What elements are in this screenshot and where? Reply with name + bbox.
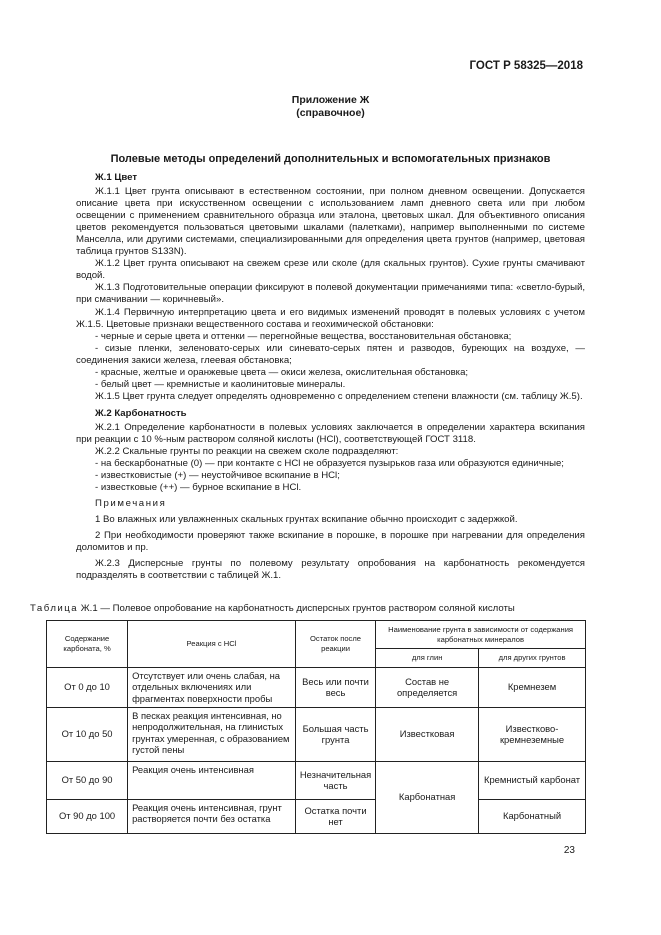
list-item: - красные, желтые и оранжевые цвета — окиси железа, окислительная обстановка; [95, 366, 469, 378]
cell-other: Кремнистый карбонат [479, 761, 586, 799]
cell-clays-merged: Карбонатная [376, 761, 479, 833]
header-content: Содержание карбоната, % [47, 621, 128, 668]
paragraph: Ж.2.2 Скальные грунты по реакции на свежем сколе подразделяют: [95, 446, 399, 458]
appendix-heading [0, 94, 661, 120]
note: 2 При необходимости проверяют также вскипание в порошке, в порошке при нагревании для определения доломитов и пр. [76, 530, 585, 554]
table-row [47, 799, 586, 833]
paragraph: Ж.1.1 Цвет грунта описывают в естественном состоянии, при полном дневном освещении. Допускается описание цвета при искусственном освещении с использованием ламп дневного света или при любом освещении с применением сравнительного образца или эталона, цветовых шкал. Для объективного описания цветов рекомендуется пользоваться цветовыми шкалами (палетками), например выполненными по системе Манселла, или другими системами, специализированными для определения цвета грунтов (например, цветовая таблица грунтов S133N). [76, 186, 585, 258]
cell-clays: Известковая [376, 707, 479, 761]
document-id: ГОСТ Р 58325—2018 [469, 60, 583, 72]
list-item: - белый цвет — кремнистые и каолинитовые минералы. [95, 378, 346, 390]
cell-other: Карбонатный [479, 799, 586, 833]
note: 1 Во влажных или увлажненных скальных грунтах вскипание обычно происходит с задержкой. [95, 514, 518, 526]
cell-residue: Весь или почти весь [295, 667, 375, 707]
notes-label: Примечания [95, 498, 167, 510]
cell-reaction: Реакция очень интенсивная [128, 761, 296, 799]
cell-other: Известково-кремнеземные [479, 707, 586, 761]
paragraph: Ж.1.5 Цвет грунта следует определять одновременно с определением степени влажности (см. таблицу Ж.5). [95, 390, 583, 402]
table-row [47, 707, 586, 761]
cell-residue: Незначительная часть [295, 761, 375, 799]
paragraph: Ж.1.2 Цвет грунта описывают на свежем срезе или сколе (для скальных грунтов). Сухие грунты смачивают водой. [76, 258, 585, 282]
list-item: - черные и серые цвета и оттенки — перегнойные вещества, восстановительная обстановка; [95, 330, 512, 342]
cell-clays: Состав не определяется [376, 667, 479, 707]
table-row [47, 761, 586, 799]
cell-reaction: В песках реакция интенсивная, но непродолжительная, на глинистых грунтах умеренная, с образованием густой пены [128, 707, 296, 761]
list-item: - на бескарбонатные (0) — при контакте с HCl не образуется пузырьков газа или образуются единичные; [95, 458, 564, 470]
header-other: для других грунтов [479, 649, 586, 668]
cell-content: От 10 до 50 [47, 707, 128, 761]
appendix-title: Приложение Ж [291, 94, 370, 106]
appendix-subtitle: (справочное) [296, 107, 365, 119]
header-name-group: Наименование грунта в зависимости от содержания карбонатных минералов [376, 621, 586, 649]
paragraph: Ж.2.3 Дисперсные грунты по полевому результату опробования на карбонатность рекомендуется подразделять в соответствии с таблицей Ж.1. [76, 558, 585, 582]
list-item: - известковые (++) — бурное вскипание в HCl. [95, 482, 302, 494]
cell-content: От 90 до 100 [47, 799, 128, 833]
cell-residue: Остатка почти нет [295, 799, 375, 833]
header-reaction: Реакция с HCl [128, 621, 296, 668]
subsection-heading-carbonate: Ж.2 Карбонатность [95, 407, 187, 419]
cell-reaction: Реакция очень интенсивная, грунт растворяется почти без остатка [128, 799, 296, 833]
body-text [76, 168, 585, 583]
carbonate-table [46, 620, 586, 834]
paragraph: Ж.1.4 Первичную интерпретацию цвета и его видимых изменений проводят в полевых условиях с учетом Ж.1.5. Цветовые признаки вещественного состава и геохимической обстановки: [76, 306, 585, 330]
header-clays: для глин [376, 649, 479, 668]
subsection-heading-color: Ж.1 Цвет [95, 172, 138, 183]
paragraph: Ж.1.3 Подготовительные операции фиксируют в полевой документации примечаниями типа: «светло-бурый, при смачивании — коричневый». [76, 282, 585, 306]
paragraph: Ж.2.1 Определение карбонатности в полевых условиях заключается в определении характера вскипания при реакции с 10 %-ным раствором соляной кислоты (HCl), соответствующей ГОСТ 3118. [76, 421, 585, 445]
cell-residue: Большая часть грунта [295, 707, 375, 761]
cell-content: От 50 до 90 [47, 761, 128, 799]
cell-other: Кремнезем [479, 667, 586, 707]
list-item: - сизые пленки, зеленовато-серых или синевато-серых пятен и разводов, буреющих на воздухе, — соединения закиси железа, глеевая обстановка; [76, 342, 585, 366]
table-caption-text: Ж.1 — Полевое опробование на карбонатность дисперсных грунтов раствором соляной кислоты [80, 603, 515, 614]
list-item: - известковистые (+) — неустойчивое вскипание в HCl; [95, 470, 340, 482]
cell-reaction: Отсутствует или очень слабая, на отдельных включениях или фрагментах поверхности пробы [128, 667, 296, 707]
table-row [47, 667, 586, 707]
table-caption [30, 603, 515, 614]
section-title: Полевые методы определений дополнительных и вспомогательных признаков [110, 153, 551, 165]
page-number: 23 [563, 845, 575, 856]
header-residue: Остаток после реакции [295, 621, 375, 668]
cell-content: От 0 до 10 [47, 667, 128, 707]
table-caption-label: Таблица [30, 603, 79, 614]
